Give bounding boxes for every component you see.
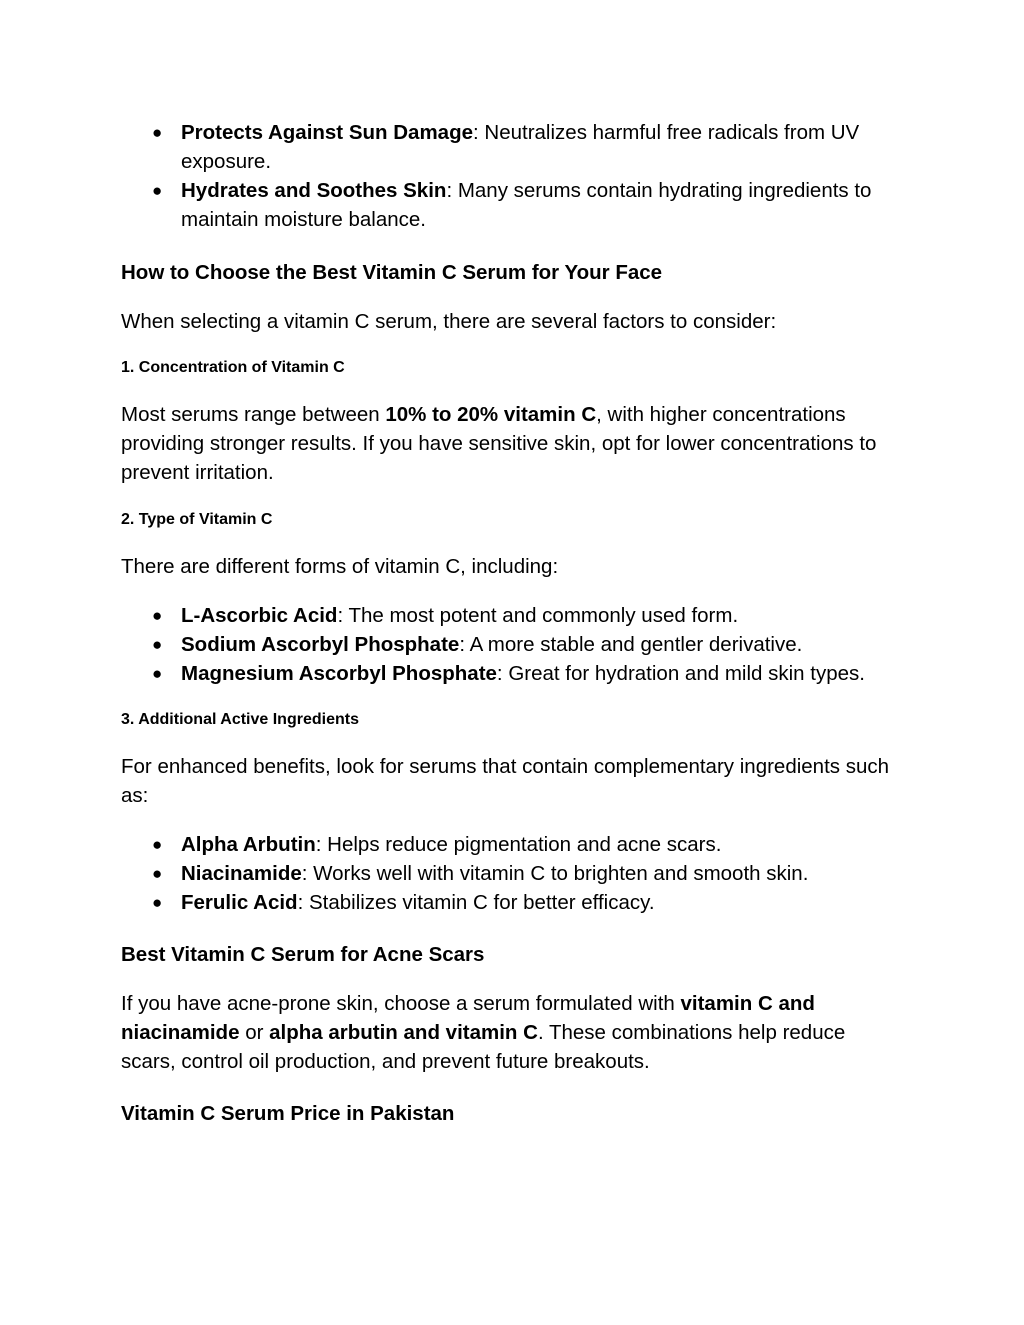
section-heading-price: Vitamin C Serum Price in Pakistan <box>121 1102 455 1125</box>
list-item-term: Niacinamide <box>181 862 302 885</box>
bullet-icon: ● <box>152 835 163 854</box>
list-item <box>152 118 904 176</box>
text-run: If you have acne-prone skin, choose a serum formulated with <box>121 992 681 1015</box>
additional-list <box>121 830 904 917</box>
list-item-term: L-Ascorbic Acid <box>181 604 338 627</box>
list-item-desc: : Great for hydration and mild skin types. <box>496 662 865 685</box>
list-item <box>152 176 904 234</box>
additional-intro: For enhanced benefits, look for serums that contain complementary ingredients such as: <box>121 755 890 807</box>
list-item-desc: : Helps reduce pigmentation and acne scars. <box>315 833 722 856</box>
bold-run: vitamin C and niacinamide <box>121 992 815 1044</box>
list-item-desc: : Many serums contain hydrating ingredients to maintain moisture balance. <box>181 179 872 231</box>
bullet-icon: ● <box>152 123 163 142</box>
text-run: . These combinations help reduce scars, control oil production, and prevent future breakouts. <box>121 1021 846 1073</box>
subheading-additional: 3. Additional Active Ingredients <box>121 711 359 728</box>
bullet-icon: ● <box>152 864 163 883</box>
list-item <box>152 630 904 659</box>
list-item <box>152 601 904 630</box>
bullet-icon: ● <box>152 664 163 683</box>
bold-run: 10% to 20% vitamin C <box>385 403 597 426</box>
text-run: or <box>239 1021 270 1044</box>
list-item-term: Sodium Ascorbyl Phosphate <box>181 633 460 656</box>
bold-run: alpha arbutin and vitamin C <box>269 1021 538 1044</box>
list-item-desc: : Stabilizes vitamin C for better efficacy. <box>297 891 655 914</box>
concentration-paragraph <box>121 400 904 487</box>
type-intro: There are different forms of vitamin C, including: <box>121 555 559 578</box>
section-heading-choose: How to Choose the Best Vitamin C Serum for Your Face <box>121 261 663 284</box>
list-item-desc: : Works well with vitamin C to brighten and smooth skin. <box>301 862 809 885</box>
bullet-icon: ● <box>152 893 163 912</box>
list-item-term: Alpha Arbutin <box>181 833 316 856</box>
list-item <box>152 830 904 859</box>
acne-paragraph <box>121 989 904 1076</box>
list-item-term: Magnesium Ascorbyl Phosphate <box>181 662 497 685</box>
list-item-desc: : The most potent and commonly used form. <box>337 604 739 627</box>
text-run: , with higher concentrations providing stronger results. If you have sensitive skin, opt for lower concentrations to prevent irritation. <box>121 403 877 484</box>
type-list <box>121 601 904 688</box>
benefits-list <box>121 118 904 234</box>
subheading-type: 2. Type of Vitamin C <box>121 511 273 528</box>
list-item-desc: : A more stable and gentler derivative. <box>459 633 803 656</box>
list-item <box>152 888 904 917</box>
list-item-term: Hydrates and Soothes Skin <box>181 179 447 202</box>
text-run: Most serums range between <box>121 403 386 426</box>
list-item-term: Protects Against Sun Damage <box>181 121 474 144</box>
bullet-icon: ● <box>152 606 163 625</box>
bullet-icon: ● <box>152 635 163 654</box>
choose-intro: When selecting a vitamin C serum, there are several factors to consider: <box>121 310 777 333</box>
bullet-icon: ● <box>152 181 163 200</box>
list-item <box>152 659 904 688</box>
list-item-desc: : Neutralizes harmful free radicals from UV exposure. <box>181 121 860 173</box>
list-item-term: Ferulic Acid <box>181 891 298 914</box>
list-item <box>152 859 904 888</box>
section-heading-acne: Best Vitamin C Serum for Acne Scars <box>121 943 485 966</box>
subheading-concentration: 1. Concentration of Vitamin C <box>121 359 345 376</box>
